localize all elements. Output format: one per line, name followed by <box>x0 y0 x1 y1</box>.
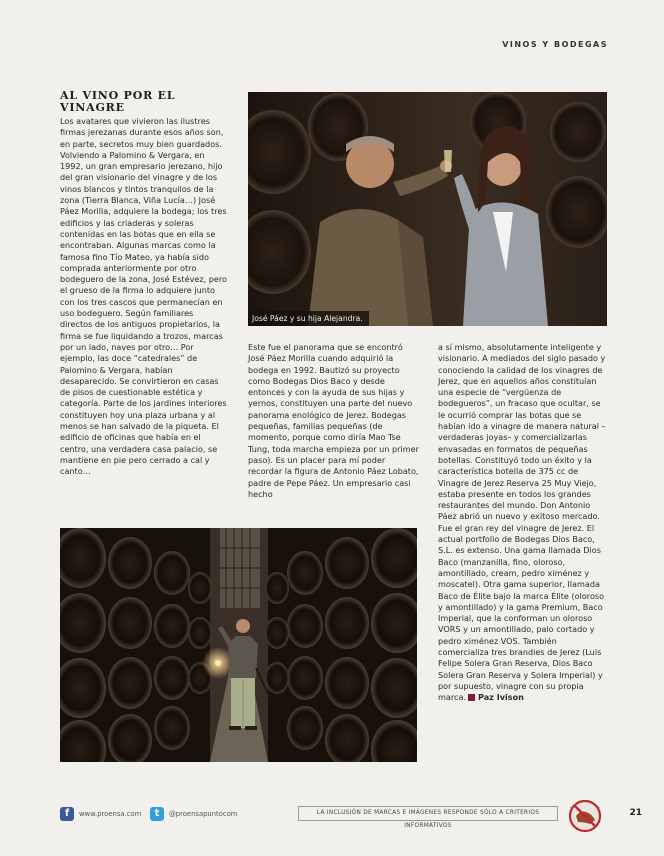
column-3-text: a sí mismo, absolutamente inteligente y visionario. A mediados del siglo pasado y conociendo la calidad de los vinagres de Jerez, que en aquellos años constituían una especie de “vergüenza de bodegueros”, un fracaso que ocultar, se le ocurrió comprar las botas que se habían ido a vinagre de manera natural –verdaderas joyas– y comercializarlas envasadas en formatos de pequeñas botellas. Constituyó todo un éxito y la característica botella de 375 cc de Vinagre de Jerez Reserva 25 Muy Viejo, estaba presente en todos los grandes restaurantes del mundo. Don Antonio Páez abrió un nuevo y exitoso mercado. Fue el gran rey del vinagre de Jerez. El actual portfolio de Bodegas Dios Baco, S.L. es extenso. Una gama llamada Dios Baco (manzanilla, fino, oloroso, amontillado, cream, pedro ximénez y moscatel). Otra gama superior, llamada Baco de Élite bajo la marca Élite (oloroso y amontillado) y la gama Premium, Baco Imperial, que la conforman un oloroso VORS y un amontillado, palo cortado y pedro ximénez VOS. También comercializa tres brandies de Jerez (Luis Felipe Solera Gran Reserva, Dios Baco Solera Gran Reserva y Solera Imperial) y por supuesto, vinagre con su propia marca. <box>438 342 606 703</box>
article-column-2 <box>248 342 420 500</box>
column-2-text: Este fue el panorama que se encontró José Páez Morilla cuando adquirió la bodega en 1992. Bautizó su proyecto como Bodegas Dios Baco y desde entonces y con la ayuda de sus hijas y yernos, constituyen una parte del nuevo panorama enológico de Jerez. Bodegas pequeñas, familias pequeñas (de momento, porque como diría Mao Tse Tung, toda marcha empieza por un primer paso). Es un placer para mí poder recordar la figura de Antonio Páez Lobato, padre de Pepe Páez. Un empresario casi hecho <box>248 342 419 499</box>
section-label: VINOS Y BODEGAS <box>502 40 608 49</box>
article-column-1 <box>60 116 228 478</box>
footer-website-link[interactable]: www.proensa.com <box>79 810 142 818</box>
column-1-text: Los avatares que vivieron las ilustres firmas jerezanas durante esos años son, en parte, secretos muy bien guardados. Volviendo a Palomino & Vergara, en 1992, un gran empresario jerezano, hijo del gran visionario del vinagre y de los vinos blancos y tintos tranquilos de la zona (Tierra Blanca, Viña Lucía…) José Páez Morilla, adquiere la bodega; los tres edificios y las criaderas y soleras contenidas en las botas que en ella se encontraban. Algunas marcas como la famosa fino Tío Mateo, ya había sido comprada anteriormente por otro bodeguero de la zona, José Estévez, pero el grueso de la firma lo adquiere junto con los tres cascos que permanecían en uso bodeguero. Según familiares directos de los antiguos propietarios, la firma se fue liquidando a trozos, marcas por un lado, naves por otro… Por ejemplo, las doce “catedrales” de Palomino & Vergara, habían desaparecido. Se convirtieron en casas de pisos de cuestionable estética y categoría. Parte de los jardines interiores constituyen hoy una plaza urbana y al menos se han salvado de la piqueta. El edificio de oficinas que había en el centro, una verdadera casa palacio, se mantiene en pie pero cerrado a cal y canto… <box>60 116 228 477</box>
photo-bottom-image <box>60 528 417 762</box>
footer-disclaimer: LA INCLUSIÓN DE MARCAS E IMÁGENES RESPONDE SÓLO A CRITERIOS INFORMATIVOS <box>298 806 558 821</box>
facebook-icon[interactable]: f <box>60 807 74 821</box>
footer-twitter-handle[interactable]: @proensapuntocom <box>169 810 238 818</box>
twitter-icon[interactable]: t <box>150 807 164 821</box>
article-headline: AL VINO POR EL VINAGRE <box>60 89 176 114</box>
author-signature: Paz Ivison <box>477 692 524 703</box>
no-advertising-stamp-icon <box>562 792 608 836</box>
signature-square-icon <box>468 694 475 701</box>
photo-top-image <box>248 92 607 326</box>
photo-caption: José Páez y su hija Alejandra. <box>248 311 369 326</box>
page-number: 21 <box>629 808 642 818</box>
photo-bodega-barrels <box>60 528 417 762</box>
article-column-3 <box>438 342 610 704</box>
photo-jose-paez-and-daughter <box>248 92 607 326</box>
